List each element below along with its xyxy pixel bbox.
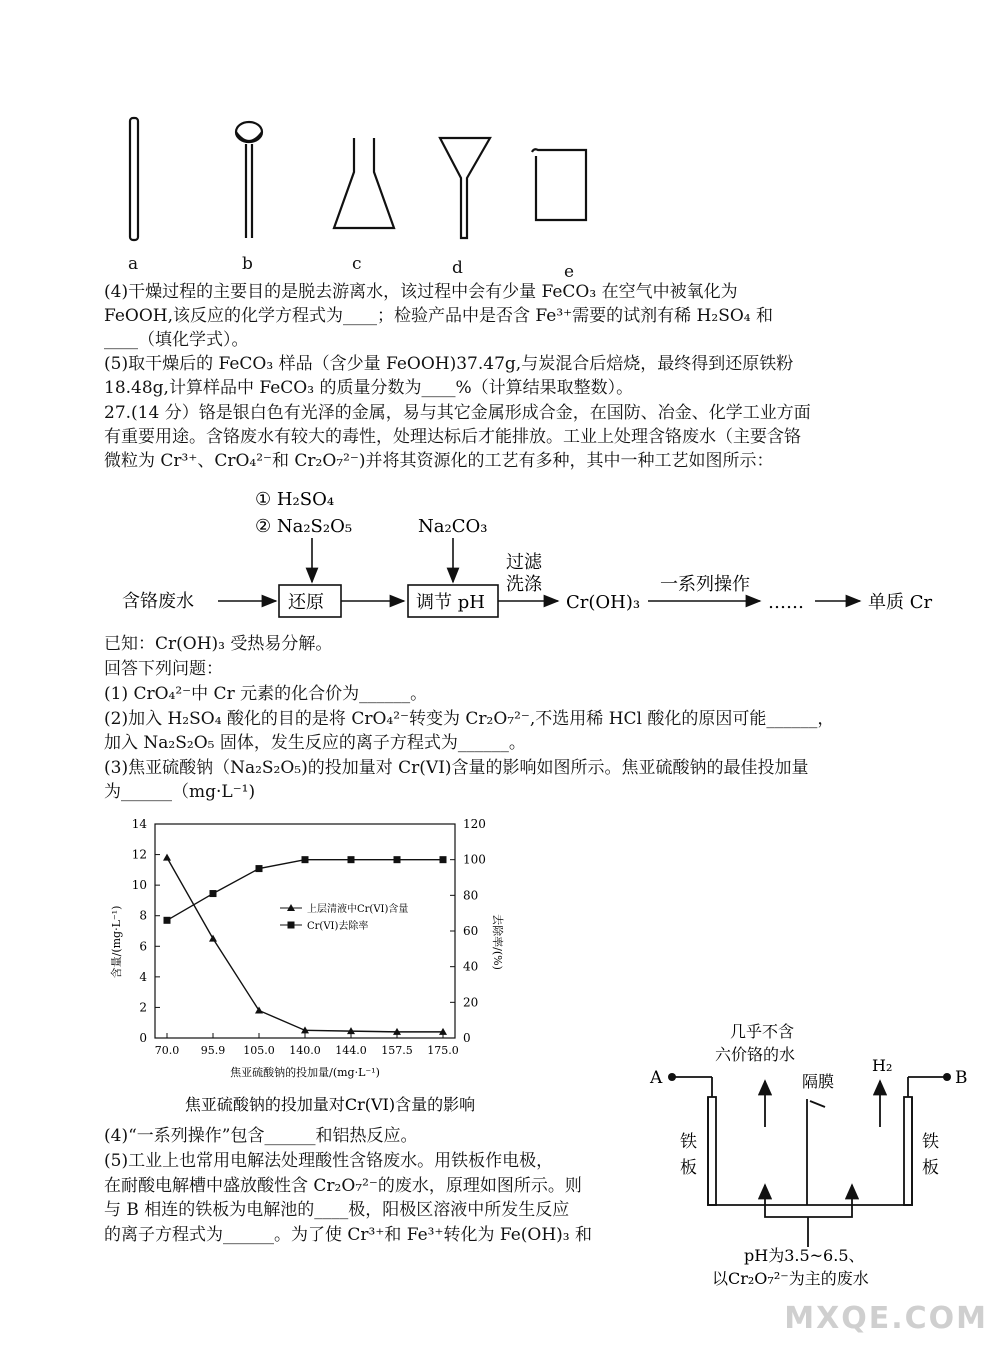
known-text: 已知：Cr(OH)₃ 受热易分解。 [104, 634, 333, 654]
chart-ylabel-left: 含量/(mg·L⁻¹) [110, 905, 123, 979]
membrane-label: 隔膜 [802, 1072, 835, 1091]
wash-label: 洗涤 [506, 574, 542, 595]
x-tick-label: 144.0 [335, 1044, 367, 1057]
left-plate-label-2: 板 [680, 1158, 697, 1178]
funnel [440, 138, 490, 238]
left-tick-label: 10 [131, 878, 147, 893]
x-tick-label: 175.0 [427, 1044, 459, 1057]
x-tick-label: 95.9 [200, 1044, 226, 1057]
beaker [532, 149, 586, 220]
right-iron-plate [904, 1097, 912, 1205]
q5-line1: (5)取干燥后的 FeCO₃ 样品（含少量 FeOOH)37.47g,与炭混合后焙烧，最终得到还原铁粉 [104, 354, 794, 374]
bottom-label-2: 以Cr₂O₇²⁻为主的废水 [712, 1269, 869, 1288]
q4-line1: (4)干燥过程的主要目的是脱去游离水，该过程中会有少量 FeCO₃ 在空气中被氧化为 [104, 282, 738, 302]
label-e: e [564, 262, 575, 282]
left-tick-label: 4 [139, 969, 147, 984]
left-tick-label: 0 [139, 1031, 147, 1045]
left-tick-label: 6 [139, 939, 147, 954]
top-label-1: 几乎不含 [730, 1022, 795, 1041]
sub5-line3: 与 B 相连的铁板为电解池的____极，阳极区溶液中所发生反应 [104, 1200, 570, 1220]
left-plate-label-1: 铁 [680, 1132, 697, 1152]
q4-line3: ____（填化学式）。 [104, 330, 249, 350]
series-operations-label: 一系列操作 [660, 574, 750, 595]
square-point [348, 856, 355, 863]
box-adjust-ph-label: 调节 pH [416, 592, 485, 613]
right-tick-label: 100 [463, 852, 486, 867]
sub5-line4: 的离子方程式为______。为了使 Cr³⁺和 Fe³⁺转化为 Fe(OH)₃ 和 [104, 1225, 593, 1245]
terminal-a: A [650, 1068, 663, 1088]
series-line-0 [167, 858, 443, 1032]
filter-label: 过滤 [506, 552, 542, 573]
left-tick-label: 14 [131, 817, 147, 831]
sub5-line2: 在耐酸电解槽中盛放酸性含 Cr₂O₇²⁻的废水，原理如图所示。则 [104, 1176, 582, 1196]
sub4-text: (4)“一系列操作”包含______和铝热反应。 [104, 1126, 418, 1146]
reagent-na2s2o5: ② Na₂S₂O₅ [255, 516, 353, 537]
tank [708, 1097, 912, 1205]
round-bulb-tube [236, 122, 262, 238]
label-a: a [128, 254, 139, 274]
x-tick-label: 70.0 [154, 1044, 180, 1057]
chart-xlabel: 焦亚硫酸钠的投加量/(mg·L⁻¹) [230, 1066, 380, 1079]
chart-frame [155, 824, 455, 1038]
conical-flask [334, 138, 394, 228]
glass-rod [130, 118, 138, 240]
triangle-point [209, 935, 217, 942]
sub3-line1: (3)焦亚硫酸钠（Na₂S₂O₅)的投加量对 Cr(VI)含量的影响如图所示。焦亚硫酸钠的最佳投加量 [104, 758, 809, 778]
triangle-point [255, 1006, 263, 1013]
x-tick-label: 105.0 [243, 1044, 275, 1057]
process-flow-diagram [100, 480, 933, 630]
product-croh3: Cr(OH)₃ [566, 592, 641, 613]
electrolysis-cell-diagram [640, 1015, 990, 1295]
right-tick-label: 40 [463, 959, 479, 974]
right-tick-label: 60 [463, 924, 479, 938]
left-tick-label: 8 [139, 908, 147, 923]
q27-line2: 有重要用途。含铬废水有较大的毒性，处理达标后才能排放。工业上处理含铬废水（主要含铬 [104, 427, 801, 447]
q27-line1: 27.(14 分）铬是银白色有光泽的金属，易与其它金属形成合金，在国防、冶金、化学工业方面 [104, 403, 811, 423]
box-reduce-label: 还原 [288, 592, 324, 613]
square-point [210, 890, 217, 897]
right-tick-label: 0 [463, 1031, 471, 1045]
right-plate-label-2: 板 [922, 1158, 939, 1178]
sub2-line2: 加入 Na₂S₂O₅ 固体，发生反应的离子方程式为______。 [104, 733, 526, 753]
q5-line2: 18.48g,计算样品中 FeCO₃ 的质量分数为____%（计算结果取整数）。 [104, 378, 634, 398]
right-tick-label: 80 [463, 888, 479, 903]
left-tick-label: 12 [131, 847, 147, 862]
chart-title: 焦亚硫酸钠的投加量对Cr(VI)含量的影响 [184, 1095, 476, 1114]
q27-line3: 微粒为 Cr³⁺、CrO₄²⁻和 Cr₂O₇²⁻)并将其资源化的工艺有多种，其中一种工艺如图所示： [104, 451, 774, 471]
right-plate-label-1: 铁 [922, 1132, 939, 1152]
watermark: MXQE.COM [784, 1301, 988, 1336]
right-tick-label: 120 [463, 817, 486, 831]
legend-label-0: 上层清液中Cr(VI)含量 [307, 904, 409, 915]
square-point [302, 856, 309, 863]
dosage-chart [100, 812, 520, 1117]
x-tick-label: 157.5 [381, 1044, 413, 1057]
square-point [440, 856, 447, 863]
h2-label: H₂ [872, 1056, 893, 1075]
sub3-line2: 为______（mg·L⁻¹) [104, 782, 256, 802]
legend-label-1: Cr(VI)去除率 [307, 921, 369, 932]
sub1-text: (1) CrO₄²⁻中 Cr 元素的化合价为______。 [104, 684, 428, 704]
reagent-h2so4: ① H₂SO₄ [255, 489, 335, 510]
q4-line2: FeOOH,该反应的化学方程式为____；检验产品中是否含 Fe³⁺需要的试剂有稀 H₂SO₄ 和 [104, 306, 773, 326]
terminal-b: B [955, 1068, 968, 1088]
left-iron-plate [708, 1097, 716, 1205]
x-tick-label: 140.0 [289, 1044, 321, 1057]
legend-marker-square [288, 922, 295, 929]
end-cr: 单质 Cr [868, 592, 933, 613]
start-wastewater: 含铬废水 [122, 591, 194, 612]
label-b: b [242, 254, 253, 274]
label-d: d [452, 258, 463, 278]
label-c: c [352, 254, 362, 274]
left-tick-label: 2 [139, 1000, 147, 1015]
sub5-line1: (5)工业上也常用电解法处理酸性含铬废水。用铁板作电极， [104, 1151, 554, 1171]
chart-ylabel-right: 去除率/(%) [491, 914, 504, 970]
ellipsis-dots: …… [768, 592, 804, 613]
right-tick-label: 20 [463, 995, 479, 1010]
bottom-label-1: pH为3.5~6.5、 [744, 1246, 865, 1265]
square-point [256, 865, 263, 872]
top-label-2: 六价铬的水 [715, 1045, 796, 1064]
answer-prompt: 回答下列问题： [104, 659, 223, 679]
triangle-point [163, 854, 171, 861]
square-point [164, 917, 171, 924]
sub2-line1: (2)加入 H₂SO₄ 酸化的目的是将 CrO₄²⁻转变为 Cr₂O₇²⁻,不选用稀 HCl 酸化的原因可能______， [104, 709, 835, 729]
square-point [394, 856, 401, 863]
reagent-na2co3: Na₂CO₃ [418, 516, 488, 537]
